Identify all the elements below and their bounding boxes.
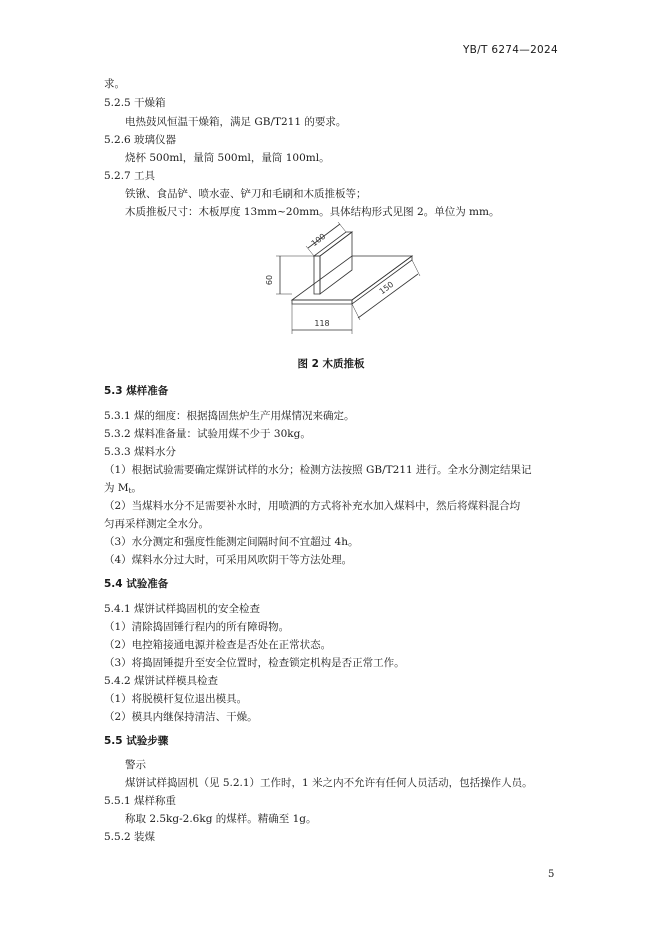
standard-code-header: YB/T 6274—2024	[462, 44, 558, 56]
text-line: 铁锹、食品铲、喷水壶、铲刀和毛刷和木质推板等；	[125, 188, 367, 200]
text-line: 木质推板尺寸：木板厚度 13mm~20mm。具体结构形式见图 2。单位为 mm。	[125, 206, 500, 218]
page-number: 5	[548, 869, 555, 880]
text-line: 匀再采样测定全水分。	[104, 518, 209, 530]
warning-label: 警示	[125, 759, 146, 771]
subsection-heading-5-4-1: 5.4.1 煤饼试样捣固机的安全检查	[104, 603, 261, 615]
base-plate-side	[352, 256, 412, 304]
section-heading-5-3: 5.3 煤样准备	[104, 385, 169, 397]
text-line: 5.3.1 煤的细度：根据捣固焦炉生产用煤情况来确定。	[104, 410, 355, 422]
subsection-heading-5-5-2: 5.5.2 装煤	[104, 831, 156, 843]
text-line: （1）将脱模杆复位退出模具。	[104, 693, 248, 705]
subsection-heading-5-3-3: 5.3.3 煤料水分	[104, 446, 177, 458]
subsection-heading-5-2-5: 5.2.5 干燥箱	[104, 97, 166, 109]
subsection-heading-5-2-6: 5.2.6 玻璃仪器	[104, 134, 177, 146]
warning-text: 煤饼试样捣固机（见 5.2.1）工作时，1 米之内不允许有任何人员活动，包括操作人员。	[125, 777, 533, 789]
subsection-heading-5-5-1: 5.5.1 煤样称重	[104, 795, 177, 807]
dim-label-height: 60	[265, 274, 274, 286]
section-heading-5-5: 5.5 试验步骤	[104, 735, 169, 747]
subsection-heading-5-2-7: 5.2.7 工具	[104, 170, 156, 182]
text-line: （3）水分测定和强度性能测定间隔时间不宜超过 4h。	[104, 536, 359, 548]
text-line: （4）煤料水分过大时，可采用风吹阴干等方法处理。	[104, 554, 353, 566]
vertical-plate-front	[314, 256, 320, 294]
text-line: （2）当煤料水分不足需要补水时，用喷洒的方式将补充水加入煤料中，然后将煤料混合均	[104, 500, 521, 512]
text-line: 电热鼓风恒温干燥箱，满足 GB/T211 的要求。	[125, 116, 347, 128]
section-heading-5-4: 5.4 试验准备	[104, 578, 169, 590]
text-line: 5.3.2 煤料准备量：试验用煤不少于 30kg。	[104, 428, 311, 440]
dim-label-width: 118	[314, 319, 330, 328]
text-line: （1）清除捣固锤行程内的所有障碍物。	[104, 621, 290, 633]
base-plate-front	[292, 300, 352, 304]
text-line: 称取 2.5kg-2.6kg 的煤样。精确至 1g。	[125, 813, 317, 825]
text-fragment: 。	[131, 482, 142, 494]
text-line: （3）将捣固锤提升至安全位置时，检查锁定机构是否正常工作。	[104, 657, 405, 669]
vertical-plate-side	[320, 232, 352, 294]
text-line	[104, 481, 142, 498]
dim-label-length: 150	[377, 279, 396, 297]
figure-caption: 图 2 木质推板	[297, 358, 365, 370]
dim-label-top: 100	[309, 231, 328, 249]
text-line: （1）根据试验需要确定煤饼试样的水分；检测方法按照 GB/T211 进行。全水分测定结果记	[104, 464, 532, 476]
text-line: 求。	[104, 78, 125, 90]
subscript: t	[128, 487, 132, 495]
text-line: （2）模具内继保持清洁、干燥。	[104, 711, 258, 723]
text-fragment: 为 M	[104, 482, 129, 494]
text-line: （2）电控箱接通电源并检查是否处在正常状态。	[104, 639, 332, 651]
text-line: 烧杯 500ml，量筒 500ml，量筒 100ml。	[125, 152, 330, 164]
subsection-heading-5-4-2: 5.4.2 煤饼试样模具检查	[104, 675, 219, 687]
